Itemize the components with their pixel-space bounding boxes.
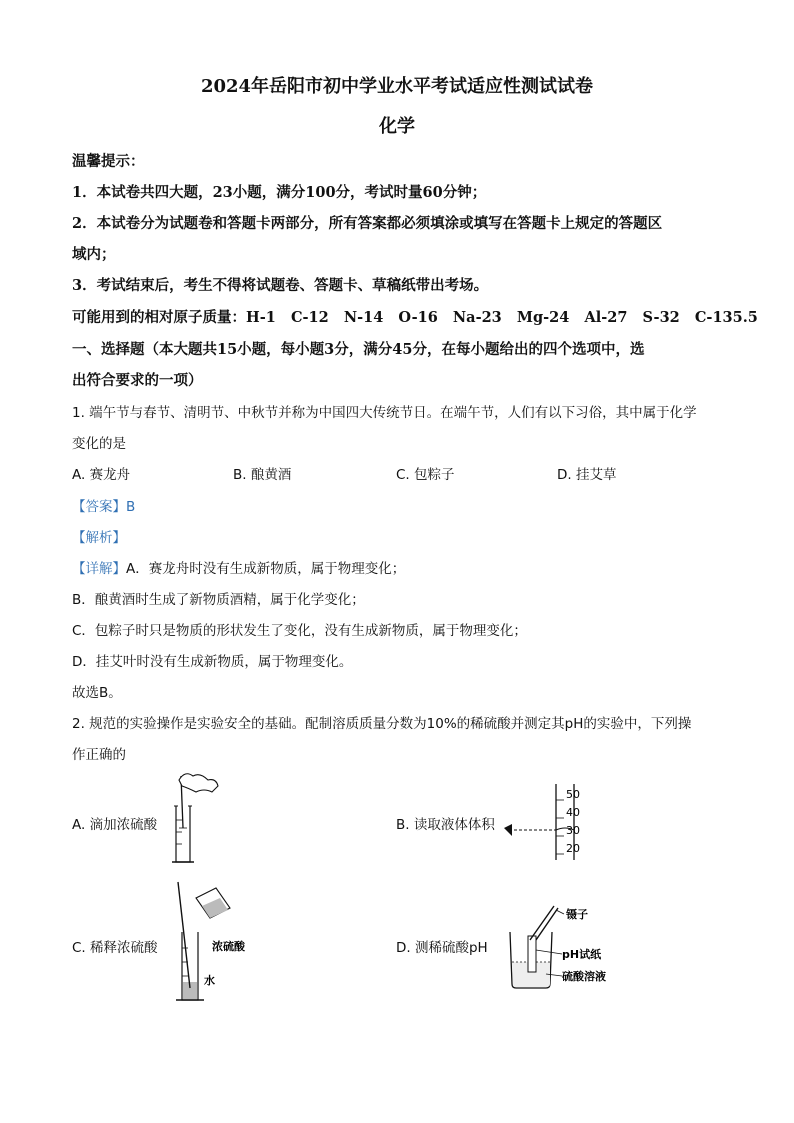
q2-option-a: A. 滴加浓硫酸 (72, 817, 158, 833)
dropping-acid-figure (160, 770, 230, 866)
q1-detail-c: C．包粽子时只是物质的形状发生了变化，没有生成新物质，属于物理变化； (72, 623, 527, 639)
q1-stem: 1. 端午节与春节、清明节、中秋节并称为中国四大传统节日。在端午节，人们有以下习俗，其中属于化学 (72, 405, 697, 421)
q2-stem-cont: 作正确的 (72, 747, 126, 763)
notice-heading: 温馨提示： (72, 153, 145, 170)
q1-option-b: B. 酿黄酒 (233, 467, 292, 483)
label-tweezers: 镊子 (566, 908, 588, 921)
q1-analysis-tag: 【解析】 (72, 530, 126, 546)
q1-detail-b: B．酿黄酒时生成了新物质酒精，属于化学变化； (72, 592, 365, 608)
q2-option-d: D. 测稀硫酸pH (396, 940, 488, 956)
q1-conclusion: 故选B。 (72, 685, 122, 701)
notice-line-3: 3．考试结束后，考生不得将试题卷、答题卡、草稿纸带出考场。 (72, 277, 489, 294)
cylinder-tick-40: 40 (566, 806, 580, 819)
label-ph-paper: pH试纸 (562, 948, 602, 961)
subject-title: 化学 (379, 116, 415, 137)
ph-test-figure (500, 900, 630, 992)
q2-option-b: B. 读取液体体积 (396, 817, 495, 833)
cylinder-tick-50: 50 (566, 788, 580, 801)
atomic-masses: 可能用到的相对原子质量：H-1 C-12 N-14 O-16 Na-23 Mg-24 Al-27 S-32 C-135.5 (72, 309, 758, 326)
q1-detail-d: D．挂艾叶时没有生成新物质，属于物理变化。 (72, 654, 353, 670)
notice-line-2: 2．本试卷分为试题卷和答题卡两部分，所有答案都必须填涂或填写在答题卡上规定的答题区 (72, 215, 663, 232)
q1-detail-tag: 【详解】 (72, 561, 126, 577)
q1-option-a: A. 赛龙舟 (72, 467, 131, 483)
q1-detail-a (72, 557, 405, 577)
q1-answer-text: 【答案】B (72, 499, 136, 515)
cylinder-tick-30: 30 (566, 824, 580, 837)
cylinder-tick-20: 20 (566, 842, 580, 855)
label-concentrated-acid: 浓硫酸 (212, 940, 245, 953)
label-acid-solution: 硫酸溶液 (562, 970, 606, 983)
q1-detail-a-text: A．赛龙舟时没有生成新物质，属于物理变化； (126, 561, 406, 577)
q1-option-c: C. 包粽子 (396, 467, 455, 483)
reading-volume-figure (500, 780, 590, 866)
q2-option-c: C. 稀释浓硫酸 (72, 940, 158, 956)
label-water: 水 (204, 974, 215, 987)
diluting-acid-figure (160, 878, 260, 1008)
q1-stem-cont: 变化的是 (72, 436, 126, 452)
q1-answer (72, 495, 135, 515)
q2-stem: 2. 规范的实验操作是实验安全的基础。配制溶质质量分数为10%的稀硫酸并测定其pH的实验中，下列操 (72, 716, 692, 732)
section-heading-cont: 出符合要求的一项） (72, 372, 203, 389)
q1-option-d: D. 挂艾草 (557, 467, 617, 483)
section-heading: 一、选择题（本大题共15小题，每小题3分，满分45分，在每小题给出的四个选项中，选 (72, 341, 645, 358)
notice-line-1: 1．本试卷共四大题，23小题，满分100分，考试时量60分钟； (72, 184, 487, 201)
eye-icon (504, 824, 512, 836)
notice-line-2-cont: 域内； (72, 246, 116, 263)
page-title: 2024年岳阳市初中学业水平考试适应性测试试卷 (200, 76, 594, 97)
